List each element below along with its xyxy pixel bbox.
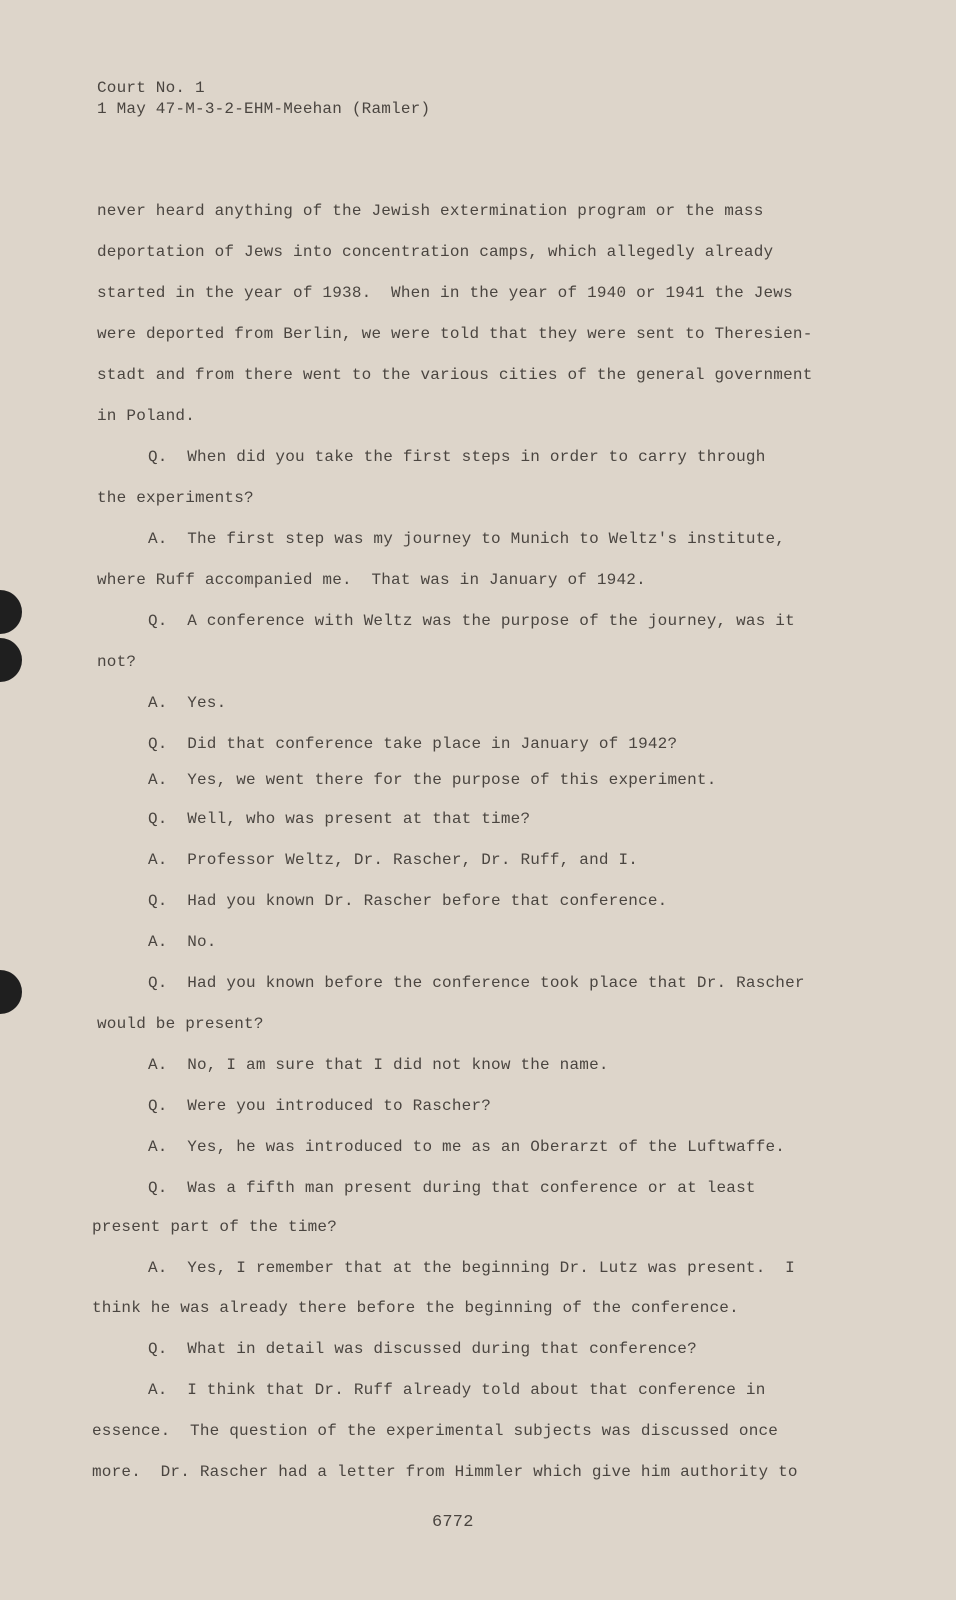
question-line: Q. Had you known Dr. Rascher before that conference. bbox=[148, 892, 668, 910]
binding-hole bbox=[0, 638, 22, 682]
text-line: never heard anything of the Jewish extermination program or the mass bbox=[97, 202, 764, 220]
answer-line: A. Yes, I remember that at the beginning Dr. Lutz was present. I bbox=[148, 1259, 795, 1277]
text-line: the experiments? bbox=[97, 489, 254, 507]
answer-line: A. Professor Weltz, Dr. Rascher, Dr. Ruff, and I. bbox=[148, 851, 639, 869]
text-line: think he was already there before the beginning of the conference. bbox=[92, 1299, 739, 1317]
answer-line: A. Yes. bbox=[148, 694, 227, 712]
question-line: Q. Had you known before the conference took place that Dr. Rascher bbox=[148, 974, 805, 992]
question-line: Q. Did that conference take place in January of 1942? bbox=[148, 735, 678, 753]
text-line: where Ruff accompanied me. That was in January of 1942. bbox=[97, 571, 646, 589]
text-line: deportation of Jews into concentration camps, which allegedly already bbox=[97, 243, 774, 261]
answer-line: A. Yes, we went there for the purpose of this experiment. bbox=[148, 771, 717, 789]
transcript-reference: 1 May 47-M-3-2-EHM-Meehan (Ramler) bbox=[97, 100, 431, 118]
page-number: 6772 bbox=[432, 1513, 474, 1532]
text-line: would be present? bbox=[97, 1015, 264, 1033]
binding-hole bbox=[0, 590, 22, 634]
text-line: started in the year of 1938. When in the year of 1940 or 1941 the Jews bbox=[97, 284, 793, 302]
text-line: more. Dr. Rascher had a letter from Himmler which give him authority to bbox=[92, 1463, 798, 1481]
answer-line: A. No. bbox=[148, 933, 217, 951]
answer-line: A. I think that Dr. Ruff already told about that conference in bbox=[148, 1381, 766, 1399]
binding-hole bbox=[0, 970, 22, 1014]
text-line: present part of the time? bbox=[92, 1218, 338, 1236]
question-line: Q. Was a fifth man present during that conference or at least bbox=[148, 1179, 756, 1197]
document-header bbox=[97, 78, 430, 120]
question-line: Q. Were you introduced to Rascher? bbox=[148, 1097, 492, 1115]
question-line: Q. When did you take the first steps in order to carry through bbox=[148, 448, 766, 466]
answer-line: A. No, I am sure that I did not know the name. bbox=[148, 1056, 609, 1074]
text-line: were deported from Berlin, we were told that they were sent to Theresien- bbox=[97, 325, 813, 343]
answer-line: A. The first step was my journey to Munich to Weltz's institute, bbox=[148, 530, 786, 548]
answer-line: A. Yes, he was introduced to me as an Oberarzt of the Luftwaffe. bbox=[148, 1138, 786, 1156]
question-line: Q. What in detail was discussed during that conference? bbox=[148, 1340, 697, 1358]
court-number: Court No. 1 bbox=[97, 79, 205, 97]
text-line: in Poland. bbox=[97, 407, 196, 425]
text-line: stadt and from there went to the various cities of the general government bbox=[97, 366, 813, 384]
question-line: Q. A conference with Weltz was the purpose of the journey, was it bbox=[148, 612, 795, 630]
text-line: not? bbox=[97, 653, 137, 671]
text-line: essence. The question of the experimental subjects was discussed once bbox=[92, 1422, 779, 1440]
question-line: Q. Well, who was present at that time? bbox=[148, 810, 531, 828]
